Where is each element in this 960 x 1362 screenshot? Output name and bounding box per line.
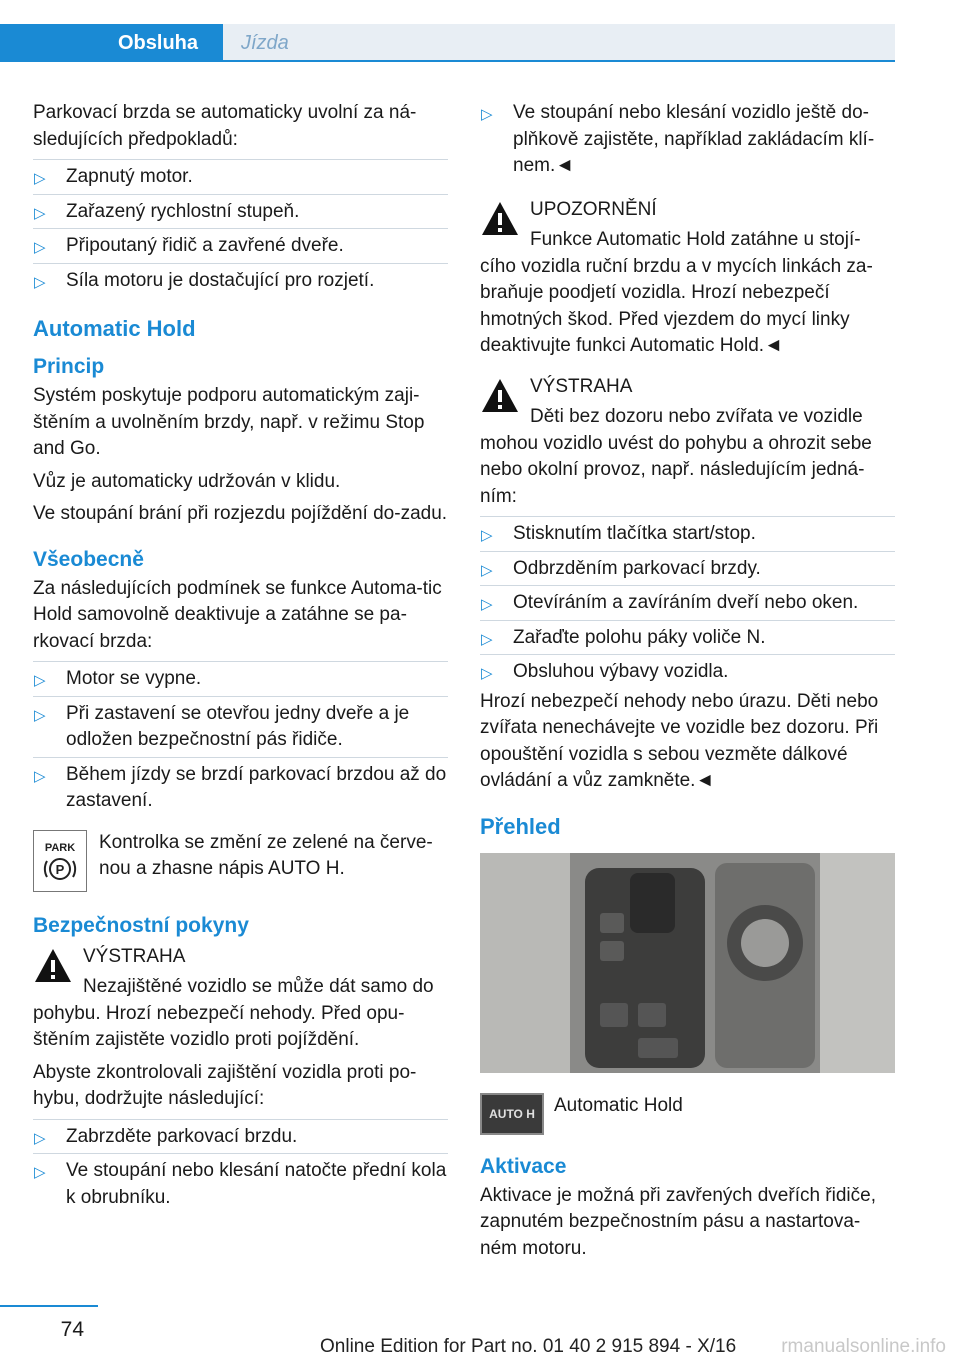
park-indicator-text: Kontrolka se změní ze zelené na červe‐nou a zhasne nápis AUTO H.: [99, 831, 433, 879]
page-number: 74: [60, 1318, 84, 1341]
triangle-bullet-icon: ▷: [481, 665, 493, 682]
notice-block: [480, 197, 895, 360]
princip-paragraph-1: Systém poskytuje podporu automatickým zaji‐štěním a uvolněním brzdy, např. v režimu Stop and Go.: [33, 385, 425, 459]
warning-block-2: [480, 374, 895, 511]
list-item: ▷ Odbrzděním parkovací brzdy.: [480, 551, 895, 586]
header-tabbar: [0, 0, 960, 62]
triangle-bullet-icon: ▷: [34, 239, 46, 256]
warning-block: [33, 944, 448, 1054]
warning-title: VÝSTRAHA: [83, 945, 186, 967]
heading-vseobecne: Všeobecně: [33, 547, 144, 571]
warning-2-body: Děti bez dozoru nebo zvířata ve vozidle mohou vozidlo uvést do pohybu a ohrozit sebe nebo okolní provoz, např. následujícím jedná‐ním:: [480, 406, 872, 507]
heading-automatic-hold: Automatic Hold: [33, 316, 196, 341]
aktivace-paragraph: Aktivace je možná při zavřených dveřích řidiče, zapnutém bezpečnostním pásu a nastartova‐ném motoru.: [480, 1184, 876, 1259]
tab-obsluha[interactable]: Obsluha: [0, 24, 223, 62]
tab-jizda[interactable]: Jízda: [223, 24, 895, 62]
park-indicator-row: [33, 830, 448, 894]
heading-aktivace: Aktivace: [480, 1154, 567, 1178]
princip-paragraph-3: Ve stoupání brání při rozjezdu pojíždění do‐zadu.: [33, 503, 448, 524]
triangle-bullet-icon: ▷: [34, 204, 46, 222]
warning-triangle-icon: [480, 199, 520, 239]
triangle-bullet-icon: ▷: [34, 273, 46, 291]
list-item: ▷ Zařazený rychlostní stupeň.: [33, 194, 448, 229]
list-item: ▷ Síla motoru je dostačující pro rozjetí.: [33, 263, 448, 298]
list-item: ▷ Zabrzděte parkovací brzdu.: [33, 1119, 448, 1154]
park-icon-label: PARK: [44, 841, 76, 854]
heading-prehled: Přehled: [480, 813, 561, 839]
auto-hold-caption: Automatic Hold: [554, 1094, 683, 1116]
triangle-bullet-icon: ▷: [34, 1129, 46, 1147]
triangle-bullet-icon: ▷: [481, 596, 493, 613]
triangle-bullet-icon: ▷: [34, 170, 46, 187]
triangle-bullet-icon: ▷: [34, 1164, 46, 1181]
park-brake-icon: [33, 830, 87, 892]
list-item: ▷ Motor se vypne.: [33, 661, 448, 696]
triangle-bullet-icon: ▷: [481, 630, 493, 648]
header-rule: [0, 60, 895, 62]
notice-body: Funkce Automatic Hold zatáhne u stojí‐cího vozidla ruční brzdu a v mycích linkách za‐braňuje poodjetí vozidla. Hrozí nebezpečí hmotných škod. Před vjezdem do mycí linky deaktivujte funkci Automatic Hold.◄: [480, 229, 873, 356]
list-item: ▷ Stisknutím tlačítka start/stop.: [480, 516, 895, 551]
left-column: [33, 100, 448, 1214]
princip-paragraph-2: Vůz je automaticky udržován v klidu.: [33, 470, 341, 492]
triangle-bullet-icon: ▷: [34, 767, 46, 785]
footer-rule: [0, 1305, 98, 1307]
svg-text:P: P: [55, 861, 65, 877]
triangle-bullet-icon: ▷: [481, 561, 493, 579]
auto-hold-button-icon: AUTO H: [480, 1093, 544, 1135]
notice-title: UPOZORNĚNÍ: [530, 198, 657, 220]
edition-text: Online Edition for Part no. 01 40 2 915 894 - X/16: [320, 1336, 737, 1357]
center-console-photo: [480, 853, 895, 1073]
warning-2-title: VÝSTRAHA: [530, 375, 633, 397]
triangle-bullet-icon: ▷: [481, 106, 493, 123]
auto-hold-row: [480, 1093, 895, 1135]
vseobecne-paragraph: Za následujících podmínek se funkce Automa‐tic Hold samovolně deaktivuje a zatáhne se pa‐rkovací brzda:: [33, 577, 442, 652]
list-item: ▷ Při zastavení se otevřou jedny dveře a je odložen bezpečnostní pás řidiče.: [33, 696, 448, 757]
list-item: ▷ Během jízdy se brzdí parkovací brzdou až do zastavení.: [33, 757, 448, 818]
watermark: rmanualsonline.info: [781, 1336, 946, 1357]
triangle-bullet-icon: ▷: [34, 672, 46, 689]
list-item: ▷ Obsluhou výbavy vozidla.: [480, 654, 895, 689]
list-item: ▷ Otevíráním a zavíráním dveří nebo oken.: [480, 585, 895, 620]
warning-followup: Abyste zkontrolovali zajištění vozidla proti po‐hybu, dodržujte následující:: [33, 1061, 417, 1109]
warning-2-conclusion: Hrozí nebezpečí nehody nebo úrazu. Děti nebo zvířata nenechávejte ve vozidle bez dozoru. Při opouštění vozidla s sebou vezměte dálkové ovládání a vůz zamkněte.◄: [480, 690, 879, 791]
triangle-bullet-icon: ▷: [481, 527, 493, 544]
heading-princip: Princip: [33, 355, 105, 378]
intro-paragraph: Parkovací brzda se automaticky uvolní za ná‐sledujících předpokladů:: [33, 102, 417, 150]
list-item: ▷ Připoutaný řidič a zavřené dveře.: [33, 228, 448, 263]
warning-triangle-icon: [33, 946, 73, 986]
list-item: ▷ Zapnutý motor.: [33, 159, 448, 194]
list-item: ▷ Ve stoupání nebo klesání natočte přední kola k obrubníku.: [33, 1153, 448, 1214]
list-item: ▷ Ve stoupání nebo klesání vozidlo ještě do‐plňkově zajistěte, například zakládacím klí‐nem.◄: [481, 102, 875, 176]
warning-body: Nezajištěné vozidlo se může dát samo do pohybu. Hrozí nebezpečí nehody. Před opu‐štěním zajistěte vozidlo proti pojíždění.: [33, 976, 434, 1050]
heading-bezpecnostni-pokyny: Bezpečnostní pokyny: [33, 913, 249, 937]
right-column: [480, 100, 895, 1268]
triangle-bullet-icon: ▷: [34, 706, 46, 724]
list-item: ▷ Zařaďte polohu páky voliče N.: [480, 620, 895, 655]
warning-triangle-icon: [480, 376, 520, 416]
